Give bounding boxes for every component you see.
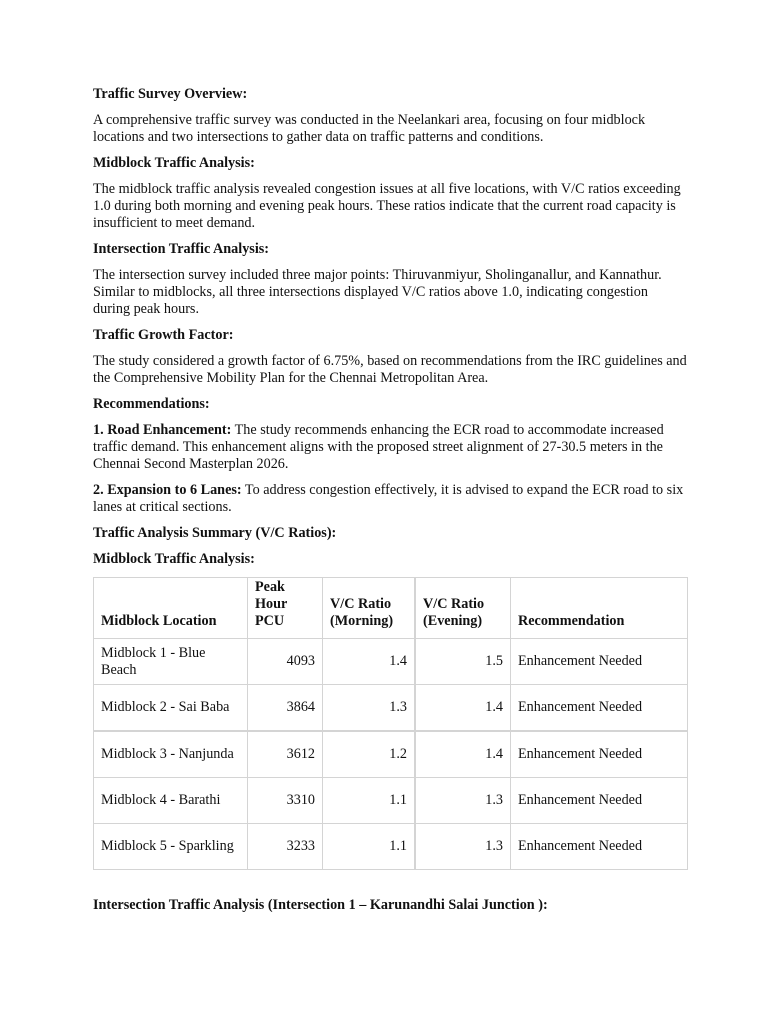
col-header-location: Midblock Location [94, 578, 248, 639]
cell-location: Midblock 4 - Barathi [94, 778, 248, 824]
cell-vc-evening: 1.5 [415, 639, 511, 685]
section-text-growth: The study considered a growth factor of 6.75%, based on recommendations from the IRC guidelines and the Comprehensive Mobility Plan for the Chennai Metropolitan Area. [93, 353, 687, 386]
summary-heading: Traffic Analysis Summary (V/C Ratios): [93, 525, 337, 541]
table-header-row [94, 578, 688, 639]
recommendation-lead: 2. Expansion to 6 Lanes: [93, 482, 242, 498]
cell-recommendation: Enhancement Needed [511, 778, 688, 824]
cell-pcu: 3612 [248, 731, 323, 778]
document-body [93, 86, 688, 870]
section-text-overview: A comprehensive traffic survey was conducted in the Neelankari area, focusing on four midblock locations and two intersections to gather data on traffic patterns and conditions. [93, 112, 646, 145]
cell-recommendation: Enhancement Needed [511, 639, 688, 685]
midblock-table [93, 577, 688, 870]
cell-vc-morning: 1.3 [323, 685, 416, 732]
midblock-table-heading: Midblock Traffic Analysis: [93, 551, 255, 567]
cell-pcu: 3310 [248, 778, 323, 824]
recommendation-item [93, 422, 688, 473]
col-header-recommendation: Recommendation [511, 578, 688, 639]
section-heading-midblock: Midblock Traffic Analysis: [93, 155, 255, 171]
cell-recommendation: Enhancement Needed [511, 824, 688, 870]
recommendation-item [93, 482, 688, 516]
cell-vc-evening: 1.3 [415, 824, 511, 870]
recommendation-lead: 1. Road Enhancement: [93, 422, 232, 438]
recommendation-text: The study recommends enhancing the ECR road to accommodate increased traffic demand. This enhancement aligns with the proposed street alignment of 27-30.5 meters in the Chennai Second Masterplan 2026. [93, 422, 664, 472]
cell-vc-evening: 1.3 [415, 778, 511, 824]
section-text-midblock: The midblock traffic analysis revealed congestion issues at all five locations, with V/C ratios exceeding 1.0 during both morning and evening peak hours. These ratios indicate that the current road capacity is insufficient to meet demand. [93, 181, 681, 231]
table-row [94, 685, 688, 732]
cell-vc-evening: 1.4 [415, 685, 511, 732]
col-header-vc-morning: V/C Ratio (Morning) [323, 578, 416, 639]
cell-location: Midblock 1 - Blue Beach [94, 639, 248, 685]
recommendations-heading: Recommendations: [93, 396, 210, 412]
col-header-pcu: Peak Hour PCU [248, 578, 323, 639]
cell-vc-morning: 1.1 [323, 778, 416, 824]
cell-vc-morning: 1.4 [323, 639, 416, 685]
table-row [94, 778, 688, 824]
cell-pcu: 4093 [248, 639, 323, 685]
cell-location: Midblock 2 - Sai Baba [94, 685, 248, 732]
cell-location: Midblock 5 - Sparkling [94, 824, 248, 870]
cell-pcu: 3233 [248, 824, 323, 870]
intersection-analysis-heading: Intersection Traffic Analysis (Intersection 1 – Karunandhi Salai Junction ): [93, 897, 548, 913]
cell-pcu: 3864 [248, 685, 323, 732]
cell-vc-evening: 1.4 [415, 731, 511, 778]
recommendation-text: To address congestion effectively, it is advised to expand the ECR road to six lanes at critical sections. [93, 482, 684, 515]
section-text-intersection: The intersection survey included three major points: Thiruvanmiyur, Sholinganallur, and Kannathur. Similar to midblocks, all three intersections displayed V/C ratios above 1.0, indicating congestion during peak hours. [93, 267, 662, 317]
section-heading-growth: Traffic Growth Factor: [93, 327, 234, 343]
cell-location: Midblock 3 - Nanjunda [94, 731, 248, 778]
section-heading-overview: Traffic Survey Overview: [93, 86, 248, 102]
cell-vc-morning: 1.1 [323, 824, 416, 870]
col-header-vc-evening: V/C Ratio (Evening) [415, 578, 511, 639]
table-row [94, 731, 688, 778]
cell-vc-morning: 1.2 [323, 731, 416, 778]
section-heading-intersection: Intersection Traffic Analysis: [93, 241, 270, 257]
cell-recommendation: Enhancement Needed [511, 685, 688, 732]
table-row [94, 639, 688, 685]
cell-recommendation: Enhancement Needed [511, 731, 688, 778]
table-row [94, 824, 688, 870]
